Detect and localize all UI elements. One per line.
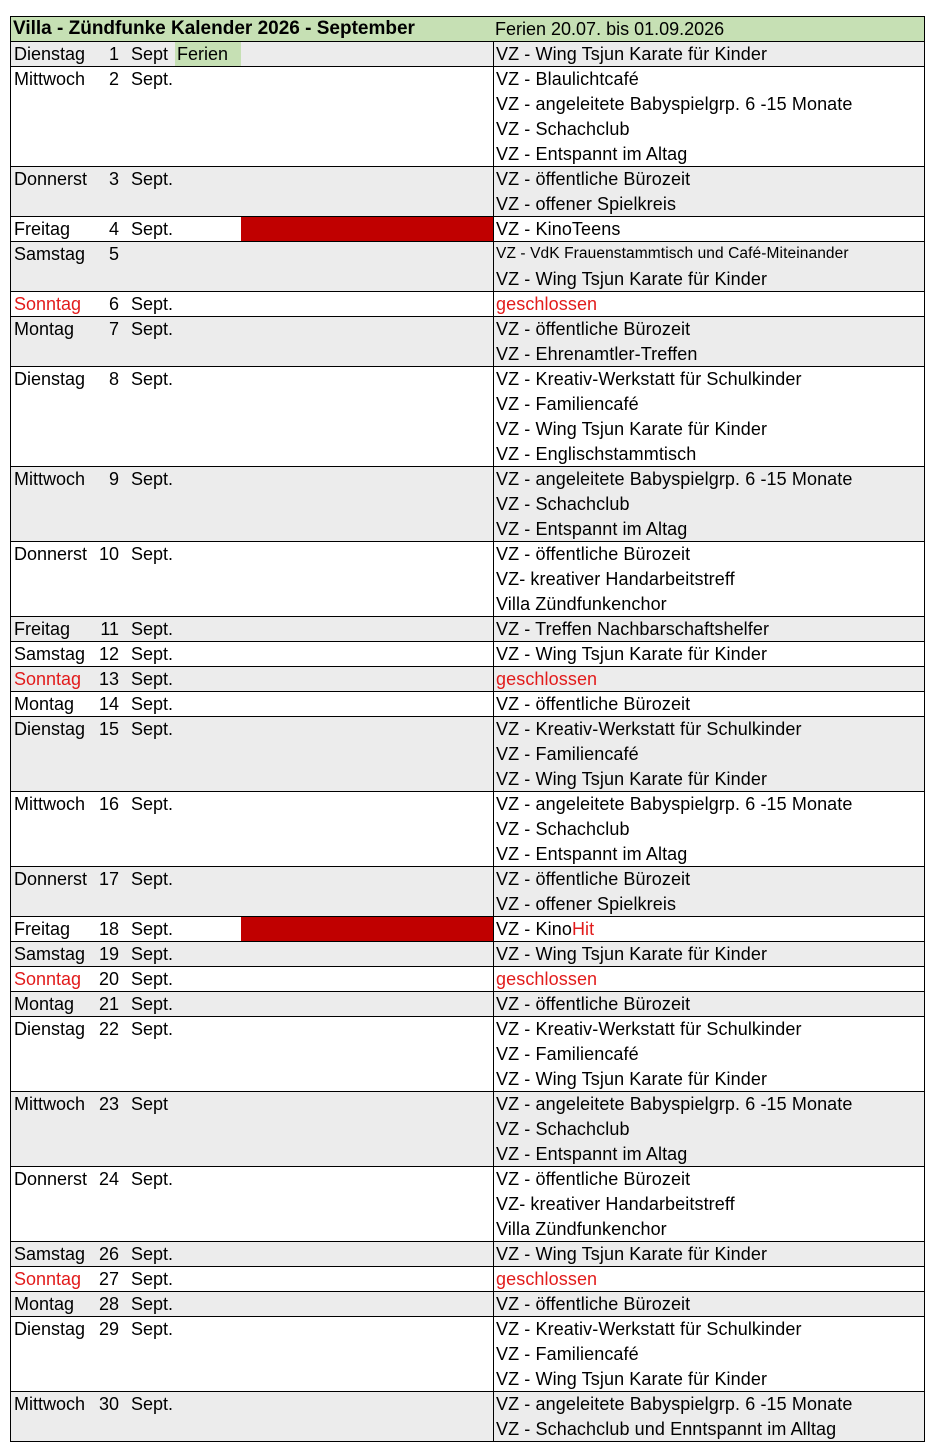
- weekday: Dienstag: [14, 719, 86, 739]
- events-cell: [494, 367, 924, 467]
- event-item: [494, 667, 924, 692]
- event-text: VZ - angeleitete Babyspielgrp. 6 -15 Monate: [496, 1094, 853, 1114]
- event-text: VZ - Schachclub: [496, 494, 630, 514]
- month-label: Sept.: [131, 869, 174, 889]
- month-label: Sept.: [131, 669, 174, 689]
- event-text: VZ - öffentliche Bürozeit: [496, 694, 691, 714]
- date-cell: [11, 42, 493, 66]
- event-text: VZ - Familiencafé: [496, 1044, 639, 1064]
- event-text: VZ - Schachclub: [496, 819, 630, 839]
- date-cell: [11, 642, 493, 666]
- event-item: [494, 1342, 924, 1367]
- month-label: Sept.: [131, 919, 174, 939]
- calendar-row: [10, 217, 925, 242]
- event-item: [494, 892, 924, 917]
- day-number: 3: [108, 169, 119, 189]
- weekday: Sonntag: [14, 669, 82, 689]
- event-item: [494, 1317, 924, 1342]
- event-text: VZ - Kreativ-Werkstatt für Schulkinder: [496, 1019, 802, 1039]
- weekday: Montag: [14, 319, 75, 339]
- events-cell: [494, 167, 924, 217]
- event-text: VZ - Familiencafé: [496, 1344, 639, 1364]
- event-item: [494, 917, 924, 942]
- date-cell: [11, 242, 493, 291]
- event-text: VZ- kreativer Handarbeitstreff: [496, 569, 735, 589]
- calendar-row: [10, 467, 925, 542]
- calendar-row: [10, 792, 925, 867]
- day-number: 8: [108, 369, 119, 389]
- events-cell: [494, 1292, 924, 1317]
- event-text: VZ - öffentliche Bürozeit: [496, 994, 691, 1014]
- weekday: Mittwoch: [14, 794, 86, 814]
- event-item: [494, 92, 924, 117]
- weekday: Dienstag: [14, 1319, 86, 1339]
- event-text: VZ - Entspannt im Altag: [496, 1144, 688, 1164]
- day-number: 9: [108, 469, 119, 489]
- event-item: [494, 392, 924, 417]
- month-label: Sept: [131, 44, 169, 64]
- weekday: Donnerst: [14, 544, 88, 564]
- date-cell: [11, 692, 493, 716]
- event-item: [494, 292, 924, 317]
- event-text: VZ - angeleitete Babyspielgrp. 6 -15 Monate: [496, 1394, 853, 1414]
- month-label: Sept.: [131, 1319, 174, 1339]
- event-item: [494, 1417, 924, 1442]
- event-text: VZ - Entspannt im Altag: [496, 519, 688, 539]
- day-number: 19: [98, 944, 119, 964]
- day-number: 17: [98, 869, 119, 889]
- calendar-row: [10, 1392, 925, 1442]
- date-cell: [11, 667, 493, 691]
- calendar-row: [10, 992, 925, 1017]
- month-label: Sept.: [131, 1394, 174, 1414]
- event-text: VZ - öffentliche Bürozeit: [496, 1294, 691, 1314]
- events-cell: [494, 1267, 924, 1292]
- month-label: Sept.: [131, 944, 174, 964]
- event-item: [494, 1117, 924, 1142]
- event-item: [494, 767, 924, 792]
- event-item: [494, 642, 924, 667]
- calendar-row: [10, 867, 925, 917]
- events-cell: [494, 792, 924, 867]
- month-label: Sept.: [131, 1019, 174, 1039]
- events-cell: [494, 967, 924, 992]
- event-item: [494, 867, 924, 892]
- event-item: [494, 1392, 924, 1417]
- event-text: VZ - Entspannt im Altag: [496, 144, 688, 164]
- event-item: [494, 217, 924, 242]
- event-item: [494, 942, 924, 967]
- calendar-row: [10, 242, 925, 292]
- event-item: [494, 542, 924, 567]
- event-item: [494, 117, 924, 142]
- date-cell: [11, 1092, 493, 1166]
- event-text: VZ - Wing Tsjun Karate für Kinder: [496, 1069, 768, 1089]
- event-item: [494, 617, 924, 642]
- event-text: VZ - Wing Tsjun Karate für Kinder: [496, 644, 768, 664]
- event-text: VZ - Wing Tsjun Karate für Kinder: [496, 44, 768, 64]
- calendar-row: [10, 692, 925, 717]
- weekday: Donnerst: [14, 869, 88, 889]
- events-cell: [494, 217, 924, 242]
- event-text: VZ - Wing Tsjun Karate für Kinder: [496, 944, 768, 964]
- events-cell: [494, 867, 924, 917]
- date-cell: [11, 1317, 493, 1391]
- event-text: VZ- kreativer Handarbeitstreff: [496, 1194, 735, 1214]
- event-text: VZ - Schachclub und Enntspannt im Alltag: [496, 1419, 837, 1439]
- month-label: Sept.: [131, 294, 174, 314]
- date-cell: [11, 467, 493, 541]
- date-cell: [11, 992, 493, 1016]
- day-number: 23: [98, 1094, 119, 1114]
- event-text: VZ - angeleitete Babyspielgrp. 6 -15 Monate: [496, 94, 853, 114]
- month-label: Sept.: [131, 1294, 174, 1314]
- event-item: [494, 142, 924, 167]
- month-label: Sept.: [131, 469, 174, 489]
- event-item: [494, 242, 924, 267]
- event-item: [494, 842, 924, 867]
- event-item: [494, 192, 924, 217]
- day-number: 29: [98, 1319, 119, 1339]
- date-cell: [11, 1392, 493, 1441]
- day-number: 13: [98, 669, 119, 689]
- event-text: VZ - Wing Tsjun Karate für Kinder: [496, 1369, 768, 1389]
- event-text: geschlossen: [496, 1269, 598, 1289]
- calendar-row: [10, 1092, 925, 1167]
- date-cell: [11, 67, 493, 166]
- event-text: VZ - Entspannt im Altag: [496, 844, 688, 864]
- event-text: VZ - öffentliche Bürozeit: [496, 319, 691, 339]
- weekday: Donnerst: [14, 1169, 88, 1189]
- weekday: Sonntag: [14, 294, 82, 314]
- event-text: VZ - Familiencafé: [496, 394, 639, 414]
- month-label: Sept.: [131, 219, 174, 239]
- calendar-row: [10, 1317, 925, 1392]
- day-number: 28: [98, 1294, 119, 1314]
- calendar-row: [10, 617, 925, 642]
- event-text: VZ - Kreativ-Werkstatt für Schulkinder: [496, 1319, 802, 1339]
- events-cell: [494, 717, 924, 792]
- event-item: [494, 792, 924, 817]
- weekday: Donnerst: [14, 169, 88, 189]
- weekday: Samstag: [14, 944, 86, 964]
- calendar-row: [10, 167, 925, 217]
- day-number: 15: [98, 719, 119, 739]
- calendar-row: [10, 292, 925, 317]
- event-item: [494, 317, 924, 342]
- weekday: Freitag: [14, 219, 71, 239]
- events-cell: [494, 242, 924, 292]
- date-cell: [11, 967, 493, 991]
- event-text: VZ - Kino: [496, 919, 572, 939]
- month-label: Sept.: [131, 694, 174, 714]
- month-label: Sept.: [131, 319, 174, 339]
- events-cell: [494, 1392, 924, 1442]
- day-number: 27: [98, 1269, 119, 1289]
- calendar-row: [10, 317, 925, 367]
- weekday: Mittwoch: [14, 1394, 86, 1414]
- event-item: [494, 442, 924, 467]
- event-text: VZ - Wing Tsjun Karate für Kinder: [496, 419, 768, 439]
- events-cell: [494, 1167, 924, 1242]
- event-item: [494, 1367, 924, 1392]
- month-label: Sept.: [131, 619, 174, 639]
- event-item: [494, 967, 924, 992]
- day-number: 12: [98, 644, 119, 664]
- day-number: 6: [108, 294, 119, 314]
- event-item: [494, 717, 924, 742]
- month-label: Sept.: [131, 1269, 174, 1289]
- day-number: 24: [98, 1169, 119, 1189]
- events-cell: [494, 467, 924, 542]
- day-number: 30: [98, 1394, 119, 1414]
- month-label: Sept.: [131, 1169, 174, 1189]
- highlight-bar: [241, 917, 493, 941]
- date-cell: [11, 867, 493, 916]
- event-item: [494, 1067, 924, 1092]
- month-label: Sept.: [131, 969, 174, 989]
- date-cell: [11, 792, 493, 866]
- events-cell: [494, 1242, 924, 1267]
- day-number: 1: [108, 44, 119, 64]
- calendar-row: [10, 542, 925, 617]
- event-text: VZ - Kreativ-Werkstatt für Schulkinder: [496, 719, 802, 739]
- calendar-row: [10, 367, 925, 467]
- events-cell: [494, 992, 924, 1017]
- event-text: VZ - VdK Frauenstammtisch und Café-Miteinander: [496, 245, 849, 262]
- calendar-row: [10, 1167, 925, 1242]
- month-label: Sept.: [131, 719, 174, 739]
- event-item: [494, 817, 924, 842]
- weekday: Mittwoch: [14, 469, 86, 489]
- date-cell: [11, 292, 493, 316]
- event-text: VZ - Schachclub: [496, 1119, 630, 1139]
- event-item: [494, 692, 924, 717]
- event-text: Hit: [571, 919, 595, 939]
- event-text: VZ - KinoTeens: [496, 219, 621, 239]
- holiday-note: Ferien 20.07. bis 01.09.2026: [495, 19, 725, 39]
- events-cell: [494, 317, 924, 367]
- day-number: 20: [98, 969, 119, 989]
- day-number: 26: [98, 1244, 119, 1264]
- event-text: VZ - öffentliche Bürozeit: [496, 544, 691, 564]
- month-label: Sept.: [131, 794, 174, 814]
- calendar-row: [10, 1242, 925, 1267]
- event-item: [494, 1292, 924, 1317]
- calendar-row: [10, 1267, 925, 1292]
- event-item: [494, 1167, 924, 1192]
- events-cell: [494, 942, 924, 967]
- event-text: VZ - Wing Tsjun Karate für Kinder: [496, 1244, 768, 1264]
- event-text: VZ - angeleitete Babyspielgrp. 6 -15 Monate: [496, 794, 853, 814]
- event-item: [494, 1217, 924, 1242]
- event-text: Villa Zündfunkenchor: [496, 594, 667, 614]
- event-text: VZ - öffentliche Bürozeit: [496, 169, 691, 189]
- weekday: Montag: [14, 1294, 75, 1314]
- weekday: Mittwoch: [14, 1094, 86, 1114]
- event-text: Villa Zündfunkenchor: [496, 1219, 667, 1239]
- calendar-row: [10, 42, 925, 67]
- event-item: [494, 517, 924, 542]
- weekday: Montag: [14, 994, 75, 1014]
- date-cell: [11, 617, 493, 641]
- event-item: [494, 1017, 924, 1042]
- weekday: Samstag: [14, 1244, 86, 1264]
- events-cell: [494, 917, 924, 942]
- event-item: [494, 592, 924, 617]
- event-item: [494, 67, 924, 92]
- day-number: 5: [108, 244, 119, 264]
- event-text: VZ - Kreativ-Werkstatt für Schulkinder: [496, 369, 802, 389]
- events-cell: [494, 292, 924, 317]
- date-cell: [11, 217, 493, 241]
- event-text: VZ - Familiencafé: [496, 744, 639, 764]
- event-item: [494, 1242, 924, 1267]
- events-cell: [494, 1017, 924, 1092]
- event-item: [494, 267, 924, 292]
- event-item: [494, 1267, 924, 1292]
- event-item: [494, 167, 924, 192]
- date-cell: [11, 1267, 493, 1291]
- event-text: VZ - Wing Tsjun Karate für Kinder: [496, 269, 768, 289]
- calendar-sheet: [10, 16, 925, 1442]
- calendar-row: [10, 942, 925, 967]
- event-item: [494, 467, 924, 492]
- events-cell: [494, 617, 924, 642]
- month-label: Sept.: [131, 1244, 174, 1264]
- page-title: Villa - Zündfunke Kalender 2026 - September: [13, 18, 415, 39]
- date-cell: [11, 942, 493, 966]
- event-item: [494, 342, 924, 367]
- day-number: 22: [98, 1019, 119, 1039]
- day-number: 2: [108, 69, 119, 89]
- calendar-row: [10, 717, 925, 792]
- event-item: [494, 492, 924, 517]
- events-cell: [494, 667, 924, 692]
- date-cell: [11, 917, 493, 941]
- day-number: 10: [98, 544, 119, 564]
- event-item: [494, 1092, 924, 1117]
- event-text: geschlossen: [496, 969, 598, 989]
- event-text: VZ - Treffen Nachbarschaftshelfer: [496, 619, 770, 639]
- events-cell: [494, 1317, 924, 1392]
- highlight-bar: [241, 217, 493, 241]
- day-number: 18: [98, 919, 119, 939]
- calendar-row: [10, 917, 925, 942]
- date-cell: [11, 542, 493, 616]
- event-text: VZ - Blaulichtcafé: [496, 69, 639, 89]
- month-label: Sept.: [131, 69, 174, 89]
- calendar-row: [10, 967, 925, 992]
- calendar-row: [10, 667, 925, 692]
- weekday: Dienstag: [14, 369, 86, 389]
- month-label: Sept: [131, 1094, 169, 1114]
- month-label: Sept.: [131, 544, 174, 564]
- weekday: Dienstag: [14, 44, 86, 64]
- day-number: 11: [100, 619, 119, 639]
- event-text: VZ - angeleitete Babyspielgrp. 6 -15 Monate: [496, 469, 853, 489]
- events-cell: [494, 542, 924, 617]
- calendar-row: [10, 642, 925, 667]
- calendar-header: [10, 16, 925, 42]
- event-item: [494, 992, 924, 1017]
- event-item: [494, 1142, 924, 1167]
- event-text: VZ - Ehrenamtler-Treffen: [496, 344, 698, 364]
- calendar-row: [10, 1017, 925, 1092]
- day-number: 4: [108, 219, 119, 239]
- event-text: geschlossen: [496, 294, 598, 314]
- weekday: Freitag: [14, 619, 71, 639]
- date-cell: [11, 367, 493, 466]
- calendar-row: [10, 67, 925, 167]
- event-text: VZ - offener Spielkreis: [496, 194, 677, 214]
- event-text: VZ - Wing Tsjun Karate für Kinder: [496, 769, 768, 789]
- event-text: VZ - offener Spielkreis: [496, 894, 677, 914]
- calendar-rows: [10, 42, 925, 1442]
- day-number: 7: [108, 319, 119, 339]
- calendar-row: [10, 1292, 925, 1317]
- date-cell: [11, 317, 493, 366]
- holiday-tag: Ferien: [175, 42, 241, 66]
- date-cell: [11, 1017, 493, 1091]
- date-cell: [11, 167, 493, 216]
- events-cell: [494, 1092, 924, 1167]
- weekday: Sonntag: [14, 1269, 82, 1289]
- date-cell: [11, 1167, 493, 1241]
- weekday: Freitag: [14, 919, 71, 939]
- event-item: [494, 567, 924, 592]
- event-text: VZ - öffentliche Bürozeit: [496, 869, 691, 889]
- day-number: 16: [98, 794, 119, 814]
- date-cell: [11, 1292, 493, 1316]
- weekday: Dienstag: [14, 1019, 86, 1039]
- event-item: [494, 1192, 924, 1217]
- event-text: geschlossen: [496, 669, 598, 689]
- event-item: [494, 742, 924, 767]
- weekday: Mittwoch: [14, 69, 86, 89]
- events-cell: [494, 42, 924, 67]
- event-item: [494, 417, 924, 442]
- event-item: [494, 1042, 924, 1067]
- event-text: VZ - öffentliche Bürozeit: [496, 1169, 691, 1189]
- month-label: Sept.: [131, 369, 174, 389]
- day-number: 14: [98, 694, 119, 714]
- month-label: Sept.: [131, 169, 174, 189]
- event-item: [494, 367, 924, 392]
- event-item: [494, 42, 924, 67]
- event-text: VZ - Englischstammtisch: [496, 444, 697, 464]
- weekday: Montag: [14, 694, 75, 714]
- weekday: Sonntag: [14, 969, 82, 989]
- month-label: Sept.: [131, 994, 174, 1014]
- events-cell: [494, 692, 924, 717]
- event-text: VZ - Schachclub: [496, 119, 630, 139]
- date-cell: [11, 717, 493, 791]
- events-cell: [494, 67, 924, 167]
- month-label: Sept.: [131, 644, 174, 664]
- date-cell: [11, 1242, 493, 1266]
- weekday: Samstag: [14, 644, 86, 664]
- day-number: 21: [98, 994, 119, 1014]
- weekday: Samstag: [14, 244, 86, 264]
- events-cell: [494, 642, 924, 667]
